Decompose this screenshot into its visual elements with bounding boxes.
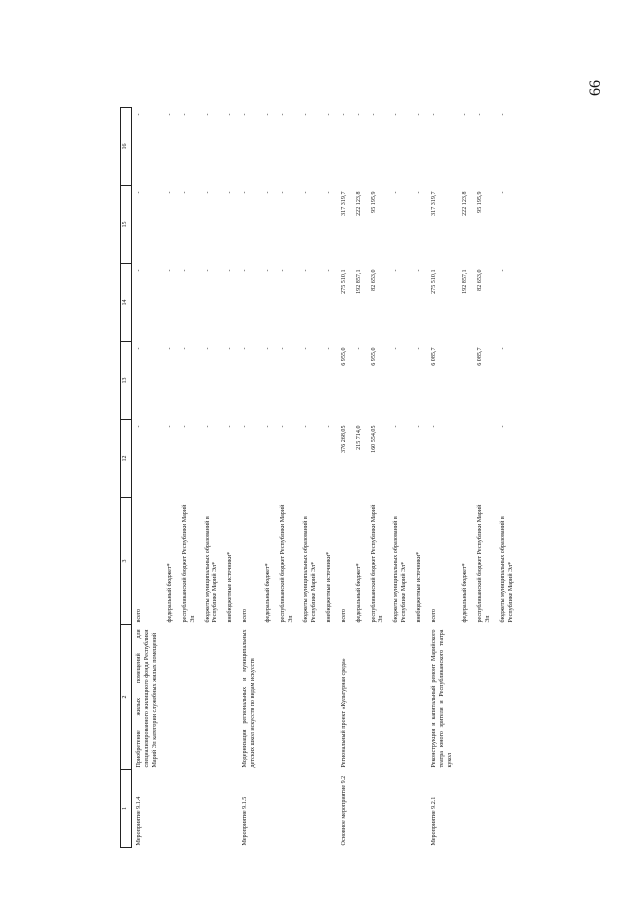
cell-col-14: - xyxy=(280,269,287,272)
cell-item-code xyxy=(276,770,299,848)
cell-col-13: - xyxy=(136,347,142,350)
cell-col-15: - xyxy=(325,191,332,194)
cell-description xyxy=(412,625,427,770)
cell-item-code xyxy=(458,770,473,848)
cell-description: Модернизация региональных и муниципальных детских школ искусств по видам искусств xyxy=(242,629,257,768)
cell-col-13: - xyxy=(242,347,249,350)
cell-col-14: - xyxy=(136,269,142,272)
cell-description xyxy=(389,625,412,770)
cell-col-12: 160 554,05 xyxy=(370,425,377,453)
rotated-page xyxy=(120,108,574,848)
table-row xyxy=(261,108,276,848)
cell-item-code xyxy=(412,770,427,848)
cell-description xyxy=(201,625,224,770)
cell-funding-source: бюджеты муниципальных образований в Республике Марий Эл* xyxy=(393,516,408,623)
cell-item-code xyxy=(352,770,367,848)
cell-col-12: - xyxy=(227,425,234,428)
table-row xyxy=(223,108,238,848)
cell-funding-source: всего xyxy=(431,608,438,623)
cell-funding-source: федеральный бюджет* xyxy=(461,563,468,623)
page-number-text: 66 xyxy=(587,80,604,96)
cell-col-13: - xyxy=(227,347,234,350)
cell-col-14: - xyxy=(166,269,173,272)
cell-col-12: - xyxy=(242,425,249,428)
cell-col-13: - xyxy=(166,347,173,350)
cell-item-code xyxy=(223,770,238,848)
table-row xyxy=(427,108,458,848)
cell-description xyxy=(473,625,496,770)
cell-col-12: - xyxy=(416,425,423,428)
cell-col-16: - xyxy=(136,113,142,116)
cell-col-14: - xyxy=(204,269,211,272)
cell-item-code xyxy=(496,770,519,848)
cell-item-code: Мероприятие 9.1.4 xyxy=(136,796,142,846)
cell-funding-source: внебюджетные источники* xyxy=(325,551,332,623)
cell-col-16: - xyxy=(325,113,332,116)
cell-col-15: - xyxy=(136,191,142,194)
cell-col-13: 6 085,7 xyxy=(476,347,483,366)
cell-col-14: - xyxy=(181,269,188,272)
cell-col-16: - xyxy=(355,113,362,116)
cell-item-code xyxy=(473,770,496,848)
cell-description xyxy=(178,625,201,770)
cell-col-16: - xyxy=(280,113,287,116)
cell-col-13: - xyxy=(393,347,400,350)
cell-col-14: - xyxy=(499,269,506,272)
cell-col-14: 82 653,0 xyxy=(476,269,483,291)
table-row xyxy=(389,108,412,848)
cell-col-13: - xyxy=(416,347,423,350)
table-body xyxy=(132,108,519,848)
cell-description: Региональный проект «Культурная среда» xyxy=(340,658,347,768)
cell-col-16: - xyxy=(340,113,347,116)
cell-col-12: - xyxy=(280,425,287,428)
cell-item-code xyxy=(299,770,322,848)
cell-item-code: Мероприятие 9.1.5 xyxy=(242,796,249,846)
cell-col-13 xyxy=(458,342,473,420)
cell-col-15: - xyxy=(181,191,188,194)
cell-col-16: - xyxy=(393,113,400,116)
cell-item-code xyxy=(201,770,224,848)
cell-col-15: 317 319,7 xyxy=(340,191,347,216)
cell-col-12: - xyxy=(325,425,332,428)
cell-funding-source: всего xyxy=(136,608,142,623)
table-header xyxy=(121,108,132,848)
cell-funding-source: федеральный бюджет* xyxy=(166,563,173,623)
cell-funding-source: бюджеты муниципальных образований в Республике Марий Эл* xyxy=(499,516,514,623)
cell-col-15: - xyxy=(416,191,423,194)
cell-col-15: 95 195,9 xyxy=(370,191,377,213)
cell-col-16: - xyxy=(181,113,188,116)
cell-item-code xyxy=(163,770,178,848)
cell-col-14: 275 510,1 xyxy=(340,269,347,294)
cell-col-14: - xyxy=(393,269,400,272)
cell-description xyxy=(223,625,238,770)
cell-col-12: - xyxy=(499,425,506,428)
cell-item-code xyxy=(389,770,412,848)
table-row xyxy=(473,108,496,848)
cell-col-15: - xyxy=(280,191,287,194)
cell-col-13: - xyxy=(499,347,506,350)
table-row xyxy=(163,108,178,848)
cell-col-14: - xyxy=(416,269,423,272)
cell-item-code xyxy=(367,770,390,848)
cell-item-code xyxy=(322,770,337,848)
cell-col-13: - xyxy=(204,347,211,350)
cell-col-16: - xyxy=(302,113,309,116)
cell-col-12 xyxy=(458,420,473,498)
cell-col-15: - xyxy=(499,191,506,194)
cell-description xyxy=(458,625,473,770)
cell-col-16: - xyxy=(370,113,377,116)
cell-col-13: 6 955,0 xyxy=(340,347,347,366)
cell-col-14: - xyxy=(242,269,249,272)
cell-funding-source: бюджеты муниципальных образований в Республике Марий Эл* xyxy=(302,516,317,623)
header-col-14: 14 xyxy=(121,264,132,342)
cell-col-14: 275 510,1 xyxy=(431,269,438,294)
cell-col-13: - xyxy=(280,347,287,350)
cell-funding-source: федеральный бюджет* xyxy=(265,563,272,623)
header-row xyxy=(121,108,132,848)
cell-col-16: - xyxy=(227,113,234,116)
cell-col-15: 317 319,7 xyxy=(431,191,438,216)
page-number xyxy=(583,74,609,102)
cell-col-15: - xyxy=(242,191,249,194)
cell-col-12: - xyxy=(181,425,188,428)
cell-col-15: - xyxy=(265,191,272,194)
cell-col-16: - xyxy=(265,113,272,116)
header-col-1: 1 xyxy=(121,770,132,848)
cell-col-16: - xyxy=(476,113,483,116)
cell-col-16: - xyxy=(461,113,468,116)
cell-col-13: 6 085,7 xyxy=(431,347,438,366)
cell-col-12: 376 268,05 xyxy=(340,425,347,453)
cell-funding-source: внебюджетные источники* xyxy=(227,551,234,623)
cell-col-16: - xyxy=(242,113,249,116)
cell-funding-source: республиканский бюджет Республики Марий Эл xyxy=(476,504,491,623)
cell-description xyxy=(496,625,519,770)
cell-col-14: 192 857,1 xyxy=(461,269,468,294)
table-row xyxy=(276,108,299,848)
cell-col-15: - xyxy=(302,191,309,194)
cell-funding-source: бюджеты муниципальных образований в Республике Марий Эл* xyxy=(204,516,219,623)
cell-col-14: 82 653,0 xyxy=(370,269,377,291)
header-col-12: 12 xyxy=(121,420,132,498)
header-col-2: 2 xyxy=(121,625,132,770)
budget-table-sheet xyxy=(120,108,574,848)
table-row xyxy=(322,108,337,848)
table-row xyxy=(412,108,427,848)
cell-col-16: - xyxy=(499,113,506,116)
cell-col-15: - xyxy=(166,191,173,194)
cell-item-code: Мероприятие 9.2.1 xyxy=(431,796,438,846)
header-col-15: 15 xyxy=(121,186,132,264)
cell-funding-source: федеральный бюджет* xyxy=(355,563,362,623)
header-col-16: 16 xyxy=(121,108,132,186)
cell-item-code: Основное мероприятие 9.2 xyxy=(340,775,347,846)
cell-item-code xyxy=(261,770,276,848)
cell-col-15: 222 123,8 xyxy=(461,191,468,216)
cell-col-14: - xyxy=(227,269,234,272)
cell-col-13: - xyxy=(302,347,309,350)
cell-description xyxy=(163,625,178,770)
cell-col-14: - xyxy=(302,269,309,272)
cell-col-15: - xyxy=(227,191,234,194)
cell-funding-source: всего xyxy=(340,608,347,623)
cell-col-13: - xyxy=(355,347,362,350)
cell-col-13: - xyxy=(265,347,272,350)
cell-col-16: - xyxy=(204,113,211,116)
table-row xyxy=(132,108,163,848)
table-row xyxy=(201,108,224,848)
cell-description xyxy=(261,625,276,770)
table-row xyxy=(337,108,352,848)
cell-description xyxy=(367,625,390,770)
cell-funding-source: республиканский бюджет Республики Марий Эл xyxy=(181,504,196,623)
cell-description xyxy=(352,625,367,770)
table-row xyxy=(299,108,322,848)
table-row xyxy=(238,108,261,848)
cell-description: Реконструкция и капитальный ремонт Марийского театра юного зрителя и Республиканского театра кукол xyxy=(431,629,453,768)
cell-col-12 xyxy=(473,420,496,498)
cell-description xyxy=(276,625,299,770)
cell-col-12: - xyxy=(136,425,142,428)
cell-col-12: - xyxy=(393,425,400,428)
cell-col-14: 192 857,1 xyxy=(355,269,362,294)
cell-col-13: - xyxy=(325,347,332,350)
cell-description: Приобретение жилых помещений для специализированного жилищного фонда Республики Марий Эл категории служебных жилых помещений xyxy=(136,629,158,768)
cell-col-13: - xyxy=(181,347,188,350)
cell-col-16: - xyxy=(431,113,438,116)
cell-col-12: - xyxy=(302,425,309,428)
budget-table xyxy=(120,107,519,848)
cell-funding-source: всего xyxy=(242,608,249,623)
cell-col-15: 222 123,8 xyxy=(355,191,362,216)
cell-col-12: - xyxy=(204,425,211,428)
cell-col-15: 95 195,9 xyxy=(476,191,483,213)
cell-item-code xyxy=(178,770,201,848)
cell-col-15: - xyxy=(204,191,211,194)
table-row xyxy=(367,108,390,848)
cell-col-14: - xyxy=(325,269,332,272)
cell-col-16: - xyxy=(416,113,423,116)
cell-col-12: - xyxy=(431,425,438,428)
cell-col-12: 215 714,0 xyxy=(355,425,362,450)
header-col-3: 3 xyxy=(121,498,132,625)
cell-funding-source: внебюджетные источники* xyxy=(416,551,423,623)
cell-funding-source: республиканский бюджет Республики Марий Эл xyxy=(370,504,385,623)
cell-col-16: - xyxy=(166,113,173,116)
cell-funding-source: республиканский бюджет Республики Марий Эл xyxy=(280,504,294,623)
table-row xyxy=(352,108,367,848)
cell-description xyxy=(322,625,337,770)
cell-description xyxy=(299,625,322,770)
table-row xyxy=(496,108,519,848)
cell-col-14: - xyxy=(265,269,272,272)
header-col-13: 13 xyxy=(121,342,132,420)
cell-col-13: 6 955,0 xyxy=(370,347,377,366)
table-row xyxy=(458,108,473,848)
cell-col-15: - xyxy=(393,191,400,194)
table-row xyxy=(178,108,201,848)
cell-col-12: - xyxy=(265,425,272,428)
cell-col-12: - xyxy=(166,425,173,428)
